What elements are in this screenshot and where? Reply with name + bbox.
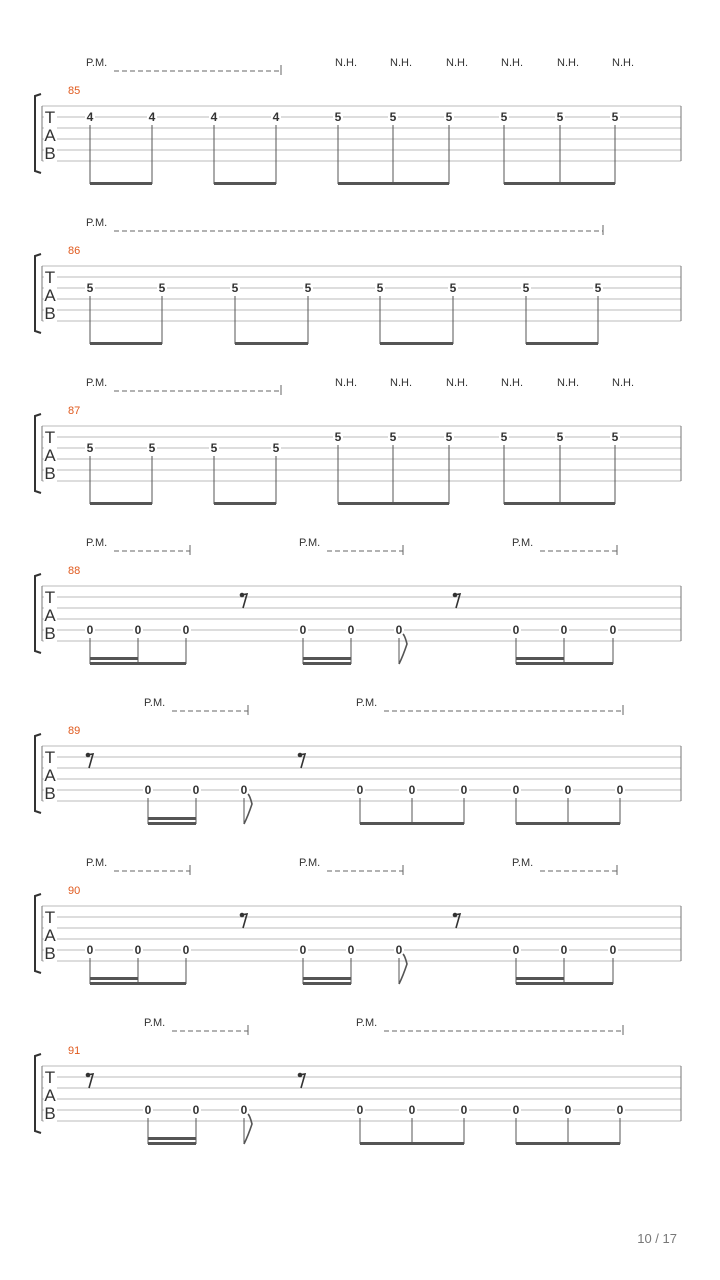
- fret-number: 0: [408, 1103, 416, 1117]
- tab-system: [35, 217, 681, 345]
- natural-harmonic-label: N.H.: [335, 57, 357, 69]
- note-flag: [399, 634, 407, 664]
- fret-number: 0: [192, 783, 200, 797]
- page-current: 10: [637, 1231, 652, 1246]
- fret-number: 4: [86, 110, 94, 124]
- fret-number: 5: [272, 441, 280, 455]
- fret-number: 5: [556, 430, 564, 444]
- fret-number: 5: [449, 281, 457, 295]
- beam: [504, 502, 615, 505]
- page-total: 17: [662, 1231, 677, 1246]
- beam-secondary: [516, 657, 564, 660]
- beam: [90, 662, 138, 665]
- tab-system: [35, 1017, 681, 1145]
- measure-number: 88: [68, 565, 81, 577]
- system-bracket: [35, 254, 41, 333]
- measure-number: 90: [68, 885, 81, 897]
- fret-number: 0: [395, 943, 403, 957]
- fret-number: 4: [148, 110, 156, 124]
- beam: [303, 662, 351, 665]
- natural-harmonic-label: N.H.: [390, 377, 412, 389]
- fret-number: 0: [560, 943, 568, 957]
- fret-number: 0: [134, 943, 142, 957]
- fret-number: 0: [356, 783, 364, 797]
- palm-mute-label: P.M.: [86, 537, 108, 549]
- note-flag: [399, 954, 407, 984]
- system-bracket: [35, 414, 41, 493]
- fret-number: 0: [460, 783, 468, 797]
- beam: [360, 822, 464, 825]
- fret-number: 0: [460, 1103, 468, 1117]
- palm-mute-label: P.M.: [86, 217, 108, 229]
- palm-mute-label: P.M.: [299, 537, 321, 549]
- fret-number: 0: [134, 623, 142, 637]
- fret-number: 5: [334, 430, 342, 444]
- fret-number: 5: [334, 110, 342, 124]
- fret-number: 5: [86, 441, 94, 455]
- tab-system: [35, 57, 681, 185]
- beam-secondary: [148, 1137, 196, 1140]
- natural-harmonic-label: N.H.: [557, 377, 579, 389]
- fret-number: 5: [389, 430, 397, 444]
- page-indicator: [637, 1231, 677, 1246]
- fret-number: 0: [356, 1103, 364, 1117]
- palm-mute-label: P.M.: [512, 537, 534, 549]
- clef-b: B: [44, 464, 56, 483]
- beam: [90, 982, 138, 985]
- clef-a: A: [44, 126, 56, 145]
- beam: [526, 342, 598, 345]
- fret-number: 0: [144, 783, 152, 797]
- clef-b: B: [44, 144, 56, 163]
- fret-number: 5: [500, 430, 508, 444]
- natural-harmonic-label: N.H.: [446, 377, 468, 389]
- beam: [303, 982, 351, 985]
- tab-system: [35, 377, 681, 505]
- note-flag: [244, 1114, 252, 1144]
- fret-number: 0: [408, 783, 416, 797]
- fret-number: 0: [512, 623, 520, 637]
- system-bracket: [35, 734, 41, 813]
- fret-number: 0: [192, 1103, 200, 1117]
- fret-number: 0: [609, 623, 617, 637]
- fret-number: 0: [616, 783, 624, 797]
- natural-harmonic-label: N.H.: [557, 57, 579, 69]
- system-bracket: [35, 94, 41, 173]
- tab-system: [35, 537, 681, 665]
- system-bracket: [35, 1054, 41, 1133]
- beam: [90, 502, 152, 505]
- beam: [338, 502, 449, 505]
- fret-number: 0: [86, 943, 94, 957]
- beam: [380, 342, 453, 345]
- fret-number: 0: [564, 783, 572, 797]
- fret-number: 5: [158, 281, 166, 295]
- system-bracket: [35, 574, 41, 653]
- fret-number: 5: [86, 281, 94, 295]
- beam-secondary: [516, 977, 564, 980]
- page-separator: /: [651, 1231, 663, 1246]
- fret-number: 0: [512, 1103, 520, 1117]
- clef-b: B: [44, 784, 56, 803]
- palm-mute-label: P.M.: [86, 857, 108, 869]
- beam: [214, 182, 276, 185]
- natural-harmonic-label: N.H.: [390, 57, 412, 69]
- beam: [148, 822, 196, 825]
- clef-a: A: [44, 926, 56, 945]
- beam: [90, 342, 162, 345]
- beam-secondary: [303, 657, 351, 660]
- natural-harmonic-label: N.H.: [335, 377, 357, 389]
- measure-number: 89: [68, 725, 81, 737]
- clef-t: T: [44, 1068, 56, 1087]
- beam: [516, 662, 564, 665]
- fret-number: 5: [210, 441, 218, 455]
- fret-number: 5: [594, 281, 602, 295]
- fret-number: 0: [560, 623, 568, 637]
- measure-number: 91: [68, 1045, 81, 1057]
- fret-number: 5: [445, 110, 453, 124]
- beam: [90, 182, 152, 185]
- clef-a: A: [44, 1086, 56, 1105]
- clef-b: B: [44, 304, 56, 323]
- beam: [214, 502, 276, 505]
- fret-number: 5: [611, 110, 619, 124]
- fret-number: 0: [347, 943, 355, 957]
- fret-number: 5: [611, 430, 619, 444]
- beam: [504, 182, 615, 185]
- fret-number: 5: [445, 430, 453, 444]
- fret-number: 0: [144, 1103, 152, 1117]
- fret-number: 0: [182, 943, 190, 957]
- fret-number: 5: [231, 281, 239, 295]
- tab-system: [35, 857, 681, 985]
- palm-mute-label: P.M.: [86, 377, 108, 389]
- palm-mute-label: P.M.: [144, 1017, 166, 1029]
- fret-number: 5: [522, 281, 530, 295]
- clef-a: A: [44, 766, 56, 785]
- clef-b: B: [44, 944, 56, 963]
- note-flag: [244, 794, 252, 824]
- tab-system: [35, 697, 681, 825]
- clef-t: T: [44, 108, 56, 127]
- fret-number: 5: [148, 441, 156, 455]
- fret-number: 0: [86, 623, 94, 637]
- palm-mute-label: P.M.: [512, 857, 534, 869]
- beam-secondary: [148, 817, 196, 820]
- fret-number: 0: [564, 1103, 572, 1117]
- clef-t: T: [44, 748, 56, 767]
- palm-mute-label: P.M.: [356, 1017, 378, 1029]
- fret-number: 0: [299, 943, 307, 957]
- system-bracket: [35, 894, 41, 973]
- clef-b: B: [44, 1104, 56, 1123]
- clef-t: T: [44, 908, 56, 927]
- fret-number: 0: [616, 1103, 624, 1117]
- natural-harmonic-label: N.H.: [612, 57, 634, 69]
- beam: [235, 342, 308, 345]
- fret-number: 5: [500, 110, 508, 124]
- clef-b: B: [44, 624, 56, 643]
- clef-a: A: [44, 286, 56, 305]
- fret-number: 0: [512, 783, 520, 797]
- measure-number: 86: [68, 245, 81, 257]
- palm-mute-label: P.M.: [86, 57, 108, 69]
- clef-a: A: [44, 606, 56, 625]
- fret-number: 5: [376, 281, 384, 295]
- fret-number: 0: [347, 623, 355, 637]
- beam: [516, 982, 564, 985]
- clef-t: T: [44, 588, 56, 607]
- beam: [338, 182, 449, 185]
- beam: [148, 1142, 196, 1145]
- natural-harmonic-label: N.H.: [501, 377, 523, 389]
- palm-mute-label: P.M.: [299, 857, 321, 869]
- natural-harmonic-label: N.H.: [446, 57, 468, 69]
- measure-number: 85: [68, 85, 81, 97]
- measure-number: 87: [68, 405, 81, 417]
- fret-number: 4: [272, 110, 280, 124]
- clef-t: T: [44, 268, 56, 287]
- beam-secondary: [303, 977, 351, 980]
- palm-mute-label: P.M.: [144, 697, 166, 709]
- beam-secondary: [90, 977, 138, 980]
- fret-number: 0: [240, 1103, 248, 1117]
- fret-number: 0: [395, 623, 403, 637]
- fret-number: 0: [182, 623, 190, 637]
- fret-number: 0: [240, 783, 248, 797]
- fret-number: 0: [512, 943, 520, 957]
- beam: [360, 1142, 464, 1145]
- beam: [516, 822, 620, 825]
- fret-number: 5: [389, 110, 397, 124]
- fret-number: 4: [210, 110, 218, 124]
- fret-number: 0: [299, 623, 307, 637]
- natural-harmonic-label: N.H.: [612, 377, 634, 389]
- beam: [516, 1142, 620, 1145]
- fret-number: 0: [609, 943, 617, 957]
- clef-t: T: [44, 428, 56, 447]
- fret-number: 5: [304, 281, 312, 295]
- fret-number: 5: [556, 110, 564, 124]
- clef-a: A: [44, 446, 56, 465]
- beam-secondary: [90, 657, 138, 660]
- natural-harmonic-label: N.H.: [501, 57, 523, 69]
- palm-mute-label: P.M.: [356, 697, 378, 709]
